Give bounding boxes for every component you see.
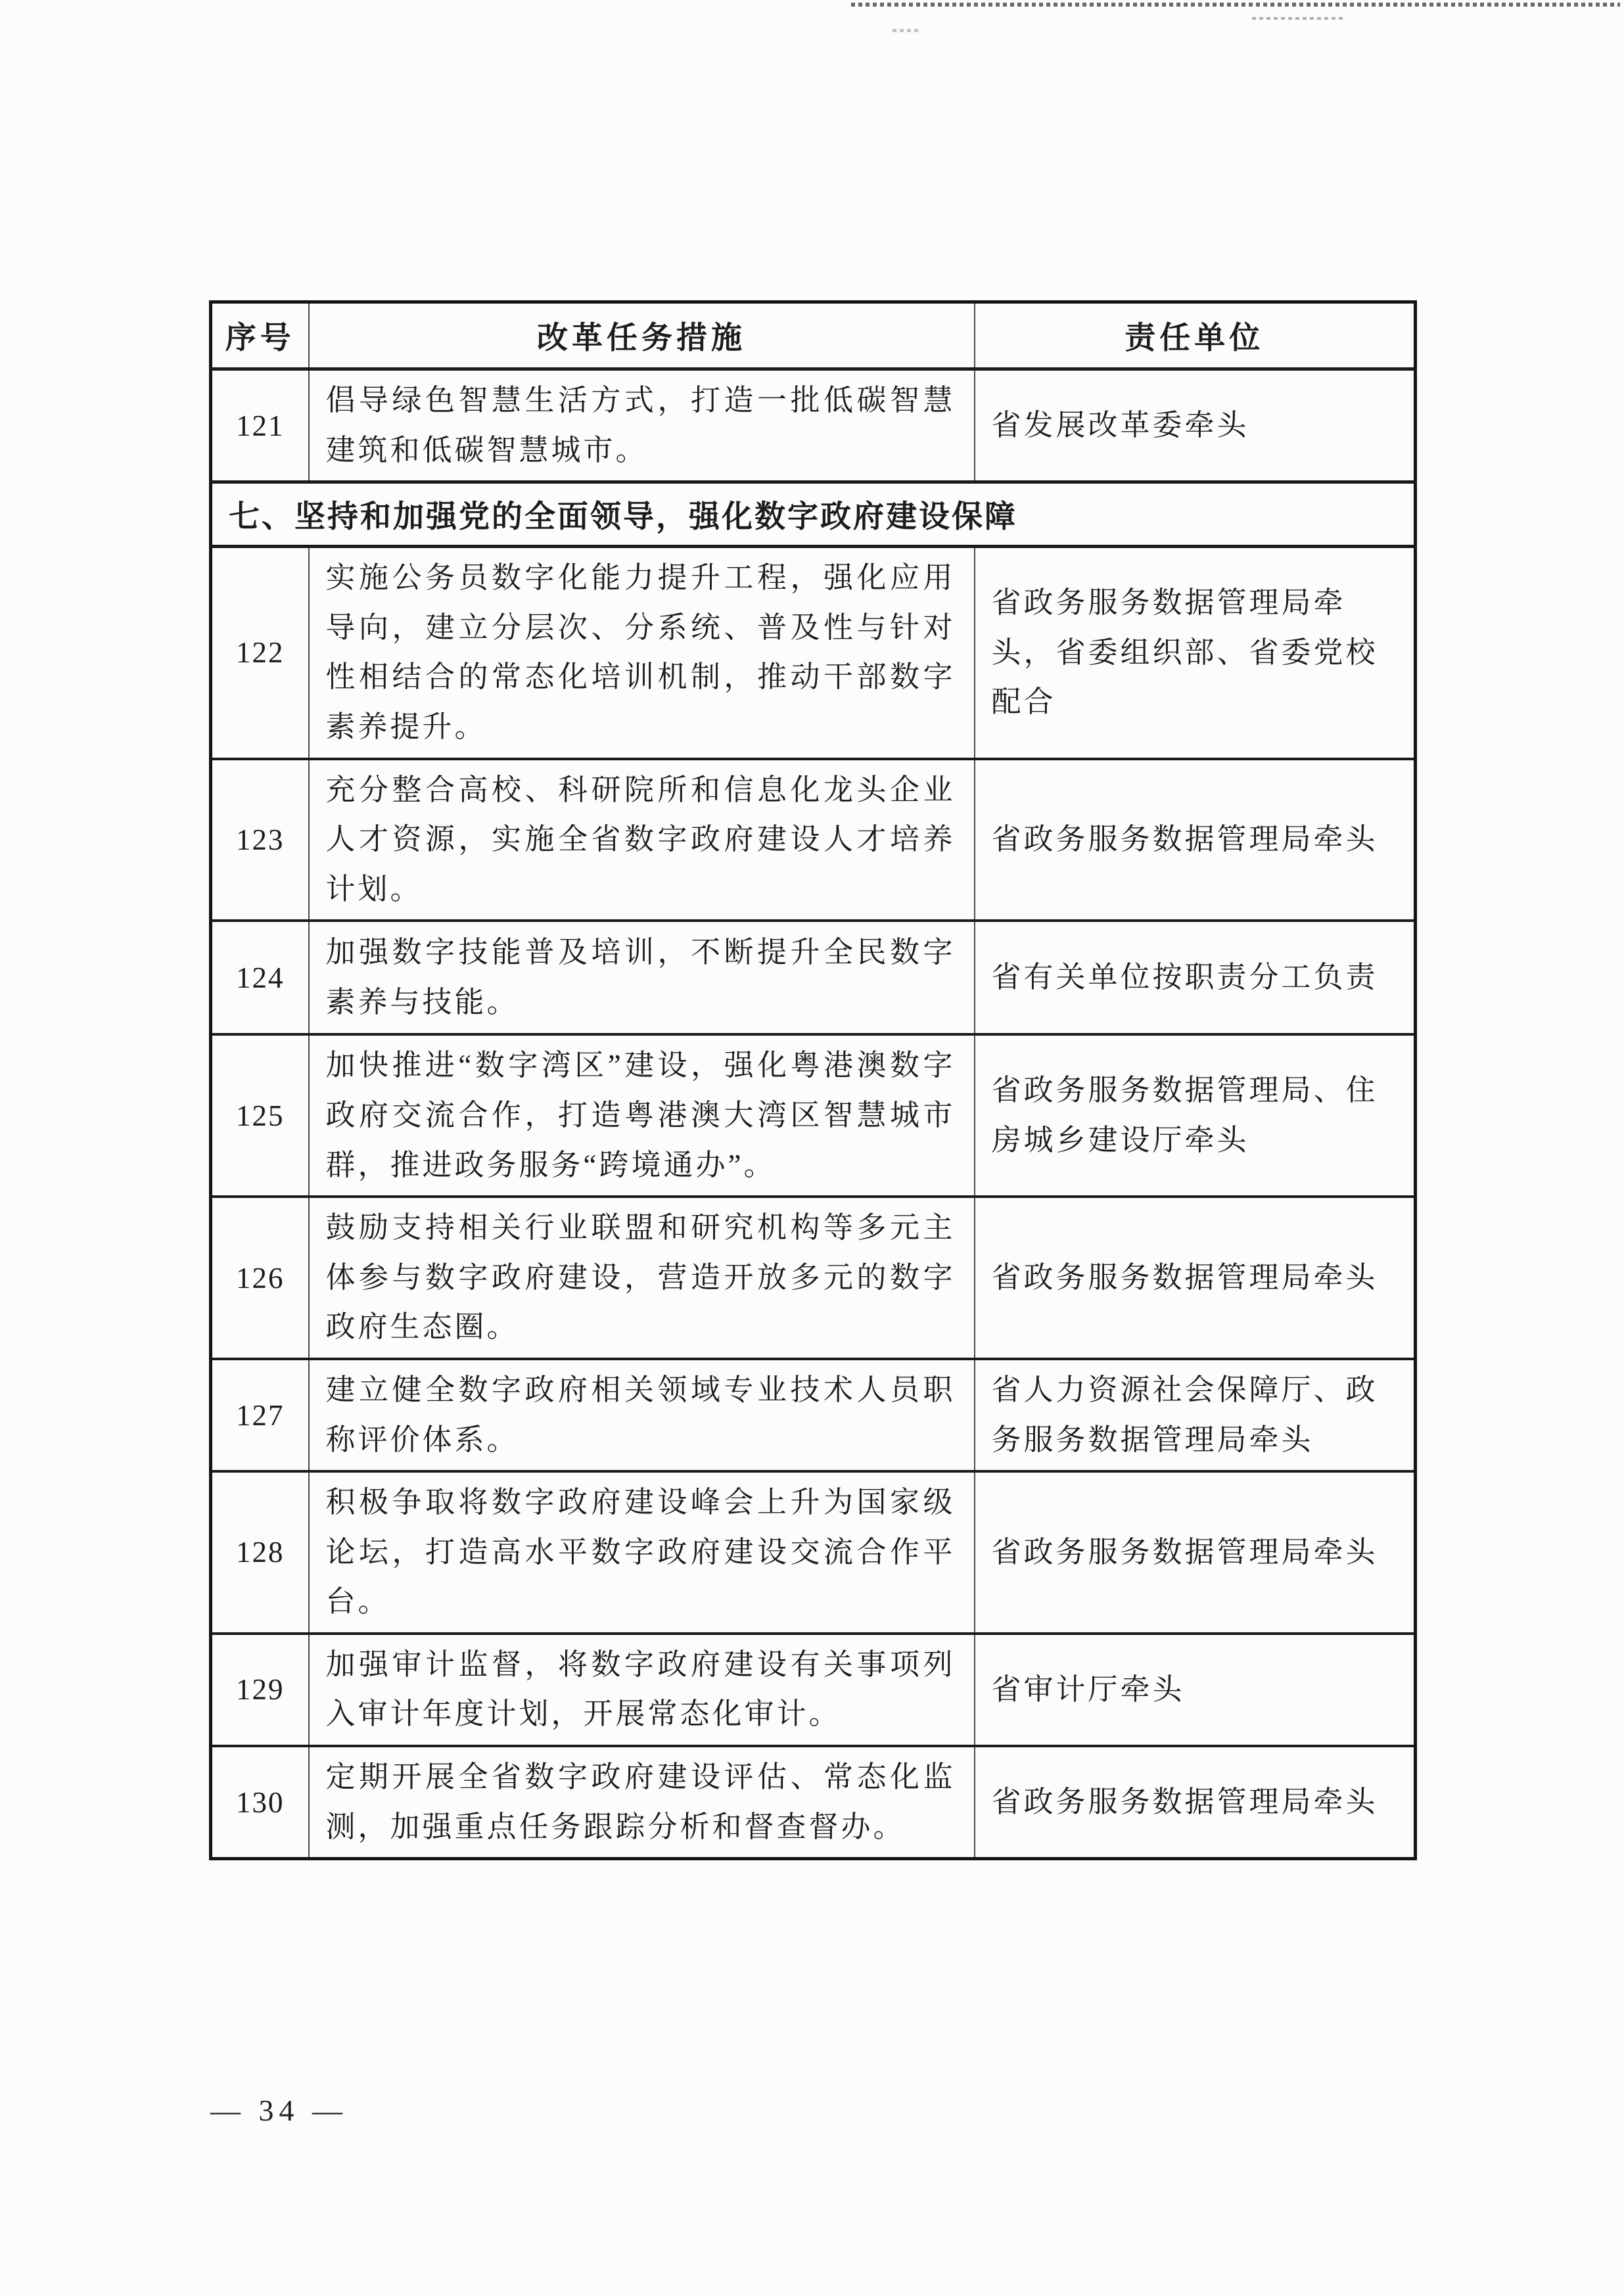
section-title: 七、坚持和加强党的全面领导，强化数字政府建设保障 xyxy=(211,482,1416,547)
row-unit: 省人力资源社会保障厅、政务服务数据管理局牵头 xyxy=(975,1359,1416,1471)
row-unit: 省政务服务数据管理局牵头 xyxy=(975,759,1416,921)
row-unit: 省有关单位按职责分工负责 xyxy=(975,921,1416,1034)
table-row xyxy=(211,1034,1416,1197)
row-index: 127 xyxy=(211,1359,309,1471)
row-task: 实施公务员数字化能力提升工程，强化应用导向，建立分层次、分系统、普及性与针对性相结合的常态化培训机制，推动干部数字素养提升。 xyxy=(309,547,975,759)
row-task: 加强数字技能普及培训，不断提升全民数字素养与技能。 xyxy=(309,921,975,1034)
row-index: 125 xyxy=(211,1034,309,1197)
reform-task-table-container xyxy=(209,300,1414,1860)
row-index: 123 xyxy=(211,759,309,921)
table-row xyxy=(211,369,1416,482)
table-row xyxy=(211,759,1416,921)
scan-artifact-line xyxy=(851,3,1620,7)
header-cell-unit: 责任单位 xyxy=(975,302,1416,369)
section-header-row xyxy=(211,482,1416,547)
row-task: 充分整合高校、科研院所和信息化龙头企业人才资源，实施全省数字政府建设人才培养计划。 xyxy=(309,759,975,921)
scan-artifact-speck xyxy=(893,29,919,32)
table-row xyxy=(211,1359,1416,1471)
row-index: 124 xyxy=(211,921,309,1034)
row-task: 加强审计监督，将数字政府建设有关事项列入审计年度计划，开展常态化审计。 xyxy=(309,1634,975,1746)
row-index: 126 xyxy=(211,1197,309,1359)
row-task: 积极争取将数字政府建设峰会上升为国家级论坛，打造高水平数字政府建设交流合作平台。 xyxy=(309,1471,975,1634)
header-cell-task: 改革任务措施 xyxy=(309,302,975,369)
row-index: 130 xyxy=(211,1746,309,1859)
row-index: 128 xyxy=(211,1471,309,1634)
row-index: 129 xyxy=(211,1634,309,1746)
row-index: 122 xyxy=(211,547,309,759)
header-cell-index: 序号 xyxy=(211,302,309,369)
table-header-row xyxy=(211,302,1416,369)
row-task: 倡导绿色智慧生活方式，打造一批低碳智慧建筑和低碳智慧城市。 xyxy=(309,369,975,482)
row-task: 鼓励支持相关行业联盟和研究机构等多元主体参与数字政府建设，营造开放多元的数字政府生态圈。 xyxy=(309,1197,975,1359)
row-unit: 省发展改革委牵头 xyxy=(975,369,1416,482)
row-unit: 省审计厅牵头 xyxy=(975,1634,1416,1746)
table-row xyxy=(211,547,1416,759)
row-unit: 省政务服务数据管理局、住房城乡建设厅牵头 xyxy=(975,1034,1416,1197)
reform-task-table xyxy=(209,300,1417,1860)
row-unit: 省政务服务数据管理局牵头 xyxy=(975,1197,1416,1359)
row-unit: 省政务服务数据管理局牵头 xyxy=(975,1471,1416,1634)
row-task: 定期开展全省数字政府建设评估、常态化监测，加强重点任务跟踪分析和督查督办。 xyxy=(309,1746,975,1859)
scan-artifact-line xyxy=(1252,17,1344,20)
row-unit: 省政务服务数据管理局牵头，省委组织部、省委党校配合 xyxy=(975,547,1416,759)
row-task: 建立健全数字政府相关领域专业技术人员职称评价体系。 xyxy=(309,1359,975,1471)
page-number: — 34 — xyxy=(210,2094,348,2127)
table-row xyxy=(211,1197,1416,1359)
row-unit: 省政务服务数据管理局牵头 xyxy=(975,1746,1416,1859)
table-row xyxy=(211,1471,1416,1634)
row-task: 加快推进“数字湾区”建设，强化粤港澳数字政府交流合作，打造粤港澳大湾区智慧城市群，推进政务服务“跨境通办”。 xyxy=(309,1034,975,1197)
table-row xyxy=(211,1746,1416,1859)
table-row xyxy=(211,921,1416,1034)
table-row xyxy=(211,1634,1416,1746)
row-index: 121 xyxy=(211,369,309,482)
